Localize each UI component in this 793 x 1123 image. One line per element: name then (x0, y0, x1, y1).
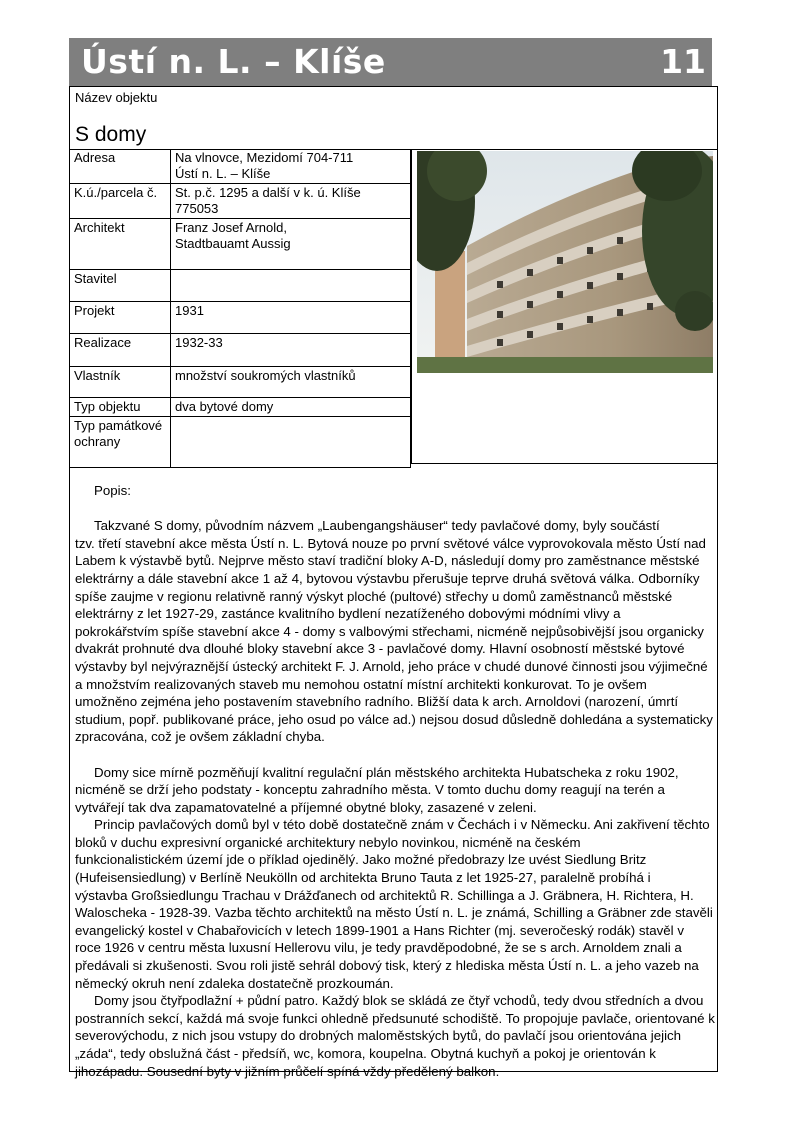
description-line: bloků v duchu expresivní organické architektury nebylo novinkou, nicméně na českém (75, 834, 581, 850)
description-line: výstavba Großsiedlungu Trachau v Drážďanech od architektů R. Schillinga a J. Gräbnera, H. Richtera, H. (75, 887, 694, 903)
description-line: pokrokářstvím spíše stavební akce 4 - domy s valbovými střechami, nicméně nejpůsobivější jsou organicky (75, 623, 704, 639)
description-line: elektrárny a dále stavební akce 1 až 4, bytovou výstavbu přerušuje teprve druhá světová válka. Odborníky (75, 570, 700, 586)
description-line: (Hufeisensiedlung) v Berlíně Neukölln od architekta Bruno Tauta z let 1925-27, paralelně probíhá i (75, 870, 651, 886)
description-line: předávali si zkušenosti. Svou roli jistě sehrál dobový tisk, který z hlediska města Ústí n. L. a jeho vazeb na (75, 958, 699, 974)
prop-value: množství soukromých vlastníků (171, 367, 411, 398)
prop-value: dva bytové domy (171, 398, 411, 417)
description-line: elektrárny z let 1927-29, zastánce kvalitního bydlení nezatíženého dobovými módními vlivy a (75, 606, 621, 622)
description-line: Domy jsou čtyřpodlažní + půdní patro. Každý blok se skládá ze čtyř vchodů, tedy dvou středních a dvou (94, 993, 704, 1009)
description-line: evangelický kostel v Chabařovicích v letech 1899-1901 a Hans Richter (mj. severočeský rodák) stavěl v (75, 922, 684, 938)
page-number: 11 (660, 42, 706, 81)
prop-label: Realizace (70, 334, 171, 367)
description-line: severovýchodu, z nich jsou vstupy do drobných maloměstských bytů, do pavlačí jsou orientována jejich (75, 1028, 682, 1044)
page-title: Ústí n. L. – Klíše (81, 42, 386, 81)
description-line: Domy sice mírně pozměňují kvalitní regulační plán městského architekta Hubatscheka z roku 1902, (94, 764, 679, 780)
prop-value: 1931 (171, 302, 411, 334)
prop-value: St. p.č. 1295 a další v k. ú. Klíše 775053 (171, 184, 411, 219)
description (75, 482, 717, 1080)
description-line: jihozápadu. Sousední byty v jižním průčelí spíná vždy předělený balkon. (75, 1063, 500, 1079)
photo-cell (411, 149, 717, 464)
object-name-value: S domy (75, 123, 147, 146)
prop-label: K.ú./parcela č. (70, 184, 171, 219)
description-line: umožněno zejména jeho postavením stavebního radního. Bližší data k arch. Arnoldovi (narození, úmrtí (75, 694, 679, 710)
description-line: Waloscheka - 1928-39. Vazba těchto architektů na město Ústí n. L. je známá, Schilling a Gräbner zde stavěli (75, 905, 713, 921)
description-line: výstavby byl nejvýraznější ústecký architekt F. J. Arnold, jeho práce v chudé dunové činnosti jsou výjimečné (75, 658, 708, 674)
header-bar (69, 38, 712, 86)
prop-label: Vlastník (70, 367, 171, 398)
object-sheet (69, 86, 718, 1079)
prop-label: Typ objektu (70, 398, 171, 417)
prop-label: Architekt (70, 219, 171, 270)
description-line: tzv. třetí stavební akce města Ústí n. L. Bytová nouze po první světové válce vyprovokovala město Ústí nad (75, 535, 706, 551)
prop-label: Adresa (70, 149, 171, 184)
description-line: funkcionalistickém území jde o příklad ojedinělý. Jako možné předobrazy lze uvést Siedlung Britz (75, 852, 647, 868)
description-line: a množstvím realizovaných staveb mu nemohou ostatní místní architekti konkurovat. To je ovšem (75, 676, 647, 692)
prop-label: Projekt (70, 302, 171, 334)
description-line: „záda“, tedy obslužná část - předsíň, wc, komora, koupelna. Obytná kuchyň a pokoj je orientován k (75, 1046, 656, 1061)
description-line: postranních sekcí, každá má svoje funkci ohledně předsunuté schodiště. To propojuje pavlače, orientované k (75, 1010, 715, 1026)
description-line: spíše zaujme v regionu relativně ranný výskyt ploché (pultové) střechy u domů zaměstnanců městské (75, 588, 673, 604)
prop-value: 1932-33 (171, 334, 411, 367)
object-name-label: Název objektu (75, 90, 158, 105)
description-heading: Popis: (94, 483, 131, 498)
description-line: německý okruh není zdaleka dostatečně prozkoumán. (75, 975, 394, 991)
prop-value (171, 417, 411, 468)
description-line: zpracována, což je ovšem základní chyba. (75, 729, 325, 745)
prop-value (171, 270, 411, 302)
prop-value: Franz Josef Arnold, Stadtbauamt Aussig (171, 219, 411, 270)
prop-label: Stavitel (70, 270, 171, 302)
description-line: dvakrát prohnuté dva dlouhé bloky stavební akce 3 - pavlačové domy. Hlavní osobností městské bytové (75, 641, 685, 657)
properties-table (70, 149, 411, 468)
description-line: nicméně se drží jeho podstaty - konceptu zahradního města. V tomto duchu domy reagují na terén a (75, 782, 665, 798)
prop-label: Typ památkové ochrany (70, 417, 171, 468)
object-name-row (70, 87, 717, 150)
description-line: Princip pavlačových domů byl v této době dostatečně znám v Čechách i v Německu. Ani zakřivení těchto (94, 817, 710, 833)
description-line: Labem k výstavbě bytů. Nejprve město staví tradiční bloky A-D, následují domy pro zaměstnance městské (75, 553, 700, 569)
description-line: vytvářejí tak dva zapamatovatelné a příjemné obytné bloky, zasazené v zeleni. (75, 799, 537, 815)
description-line: Takzvané S domy, původním názvem „Laubengangshäuser“ tedy pavlačové domy, byly součástí (94, 518, 660, 534)
description-line: studium, popř. publikované práce, jeho osud po válce ad.) nejsou dosud důsledně dohledána a systematicky (75, 711, 713, 727)
prop-value: Na vlnovce, Mezidomí 704-711 Ústí n. L. – Klíše (171, 149, 411, 184)
description-line: roce 1926 v centru města luxusní Hellerovu vilu, je tedy pravděpodobné, že se s arch. Arnoldem znali a (75, 940, 682, 956)
building-photo (417, 151, 713, 373)
